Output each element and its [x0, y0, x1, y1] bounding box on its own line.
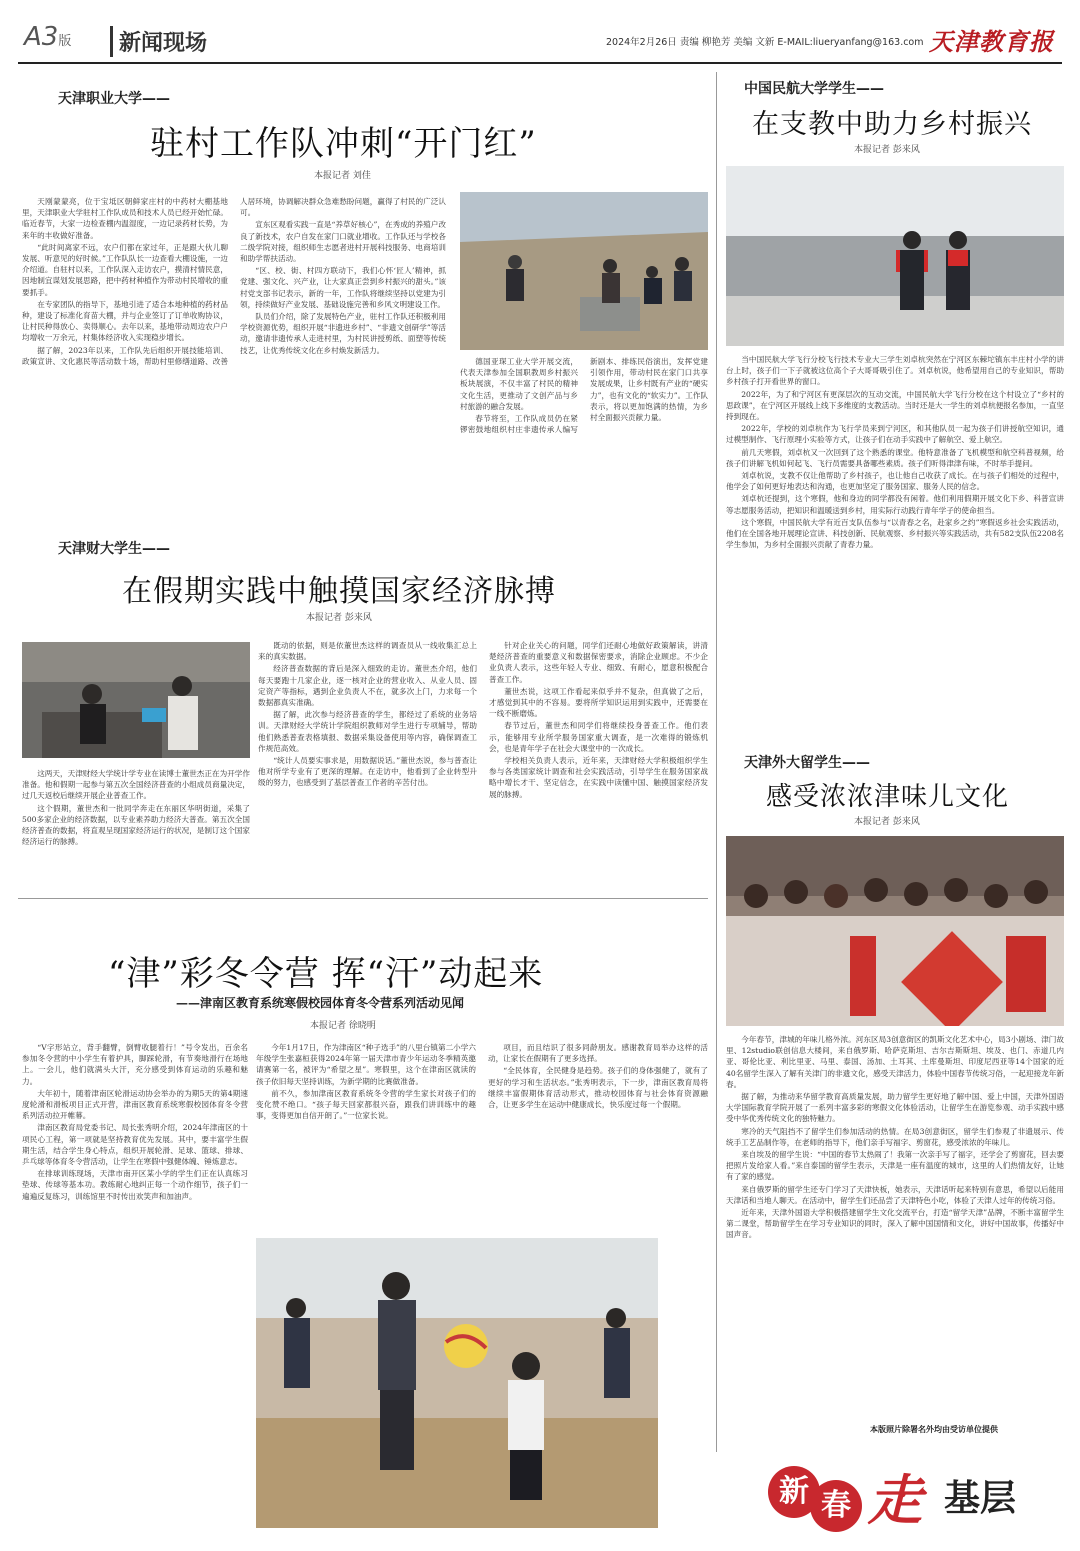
photo-credit-note: 本版照片除署名外均由受访单位提供	[870, 1424, 998, 1434]
article4-byline: 本报记者 彭来风	[854, 145, 920, 155]
article1-body-continued: 德国亚琛工业大学开展交流，代表天津参加全国职教周乡村振兴板块展演，不仅丰富了村民的精神文化生活，更推动了文创产品与乡村旅游的融合发展。 春节将至，工作队成员仍在紧锣密鼓地组织村庄非遗传承人编写新剧本、排练民俗演出，发挥党建引领作用，带动村民在家门口共享发展成果，让乡村既有产业的“硬实力”，也有文化的“软实力”。工作队表示，将以更加饱满的热情，为乡村全面振兴贡献力量。	[460, 357, 708, 435]
article1-body: 天刚蒙蒙亮，位于宝坻区朝鲜家庄村的中药材大棚基地里，天津职业大学驻村工作队成员和技术人员已经开始忙碌。临近春节，大家一边检查棚内温湿度，一边记录药材长势，为来年的丰收做好准备。 “此时间离家不远，农户们都在家过年，正是跟大伙儿聊发展、听意见的好时候。”工作队队长一边查看大棚设施，一边介绍道。自驻村以来，工作队深入走访农户，摸清村情民意，因地制宜谋划发展思路，把中药材种植作为带动村民增收的重要抓手。 在专家团队的指导下，基地引进了适合本地种植的药材品种，建设了标准化育苗大棚，并与企业签订了订单收购协议，让村民种得放心、卖得顺心。去年以来，基地带动周边农户户均增收一万余元，村集体经济收入实现稳步增长。 据了解，2023年以来，工作队先后组织开展技能培训、政策宣讲、文化惠民等活动数十场，帮助村里修缮道路、改善人居环境，协调解决群众急难愁盼问题，赢得了村民的广泛认可。 宣东区观看实践一直是“养草好核心”，在秀成的养殖户改良了新技术，农户自发在家门口就业增收。工作队还与学校各二级学院对接，组织师生志愿者进村开展科技服务、电商培训和助学帮扶活动。 “区、校、街、村四方联动下，我们心怀‘匠人’精神，抓党建、强文化、兴产业，让大家真正尝到乡村振兴的甜头。”该村党支部书记表示，新的一年，工作队将继续坚持以党建为引领，持续做好产业发展、基础设施完善和乡风文明建设工作。 队员们介绍，除了发展特色产业，驻村工作队还积极利用学校资源优势，组织开展“非遗进乡村”、“非遗文创研学”等活动，邀请非遗传承人走进村里，为村民讲授剪纸、面塑等传统技艺，让优秀传统文化在乡村焕发新活力。	[22, 197, 446, 366]
article3-body-right: 今年1月17日，作为津南区“种子选手”的八里台镇第二小学六年级学生张嘉桓获得2024年第一届天津市青少年运动冬季精英邀请赛第一名，被评为“希望之星”。寒假里，这个在津南区就读的孩子依旧每天坚持训练，为新学期的比赛做准备。 前不久，参加津南区教育系统冬令营的学生家长对孩子们的变化赞不绝口。“孩子每天回家都很兴奋，跟我们讲训练中的趣事，变得更加自信开朗了。”一位家长说。 项目，而且结识了很多同龄朋友。感谢教育局举办这样的活动，让家长在假期有了更多选择。 “全民体育，全民健身是趋势。孩子们的身体强健了，就有了更好的学习和生活状态。”张秀明表示，下一步，津南区教育局将继续丰富假期体育活动形式，推动校园体育与社会体育资源融合，让更多学生在运动中健康成长，快乐度过每一个假期。	[256, 1043, 708, 1121]
article1-kicker: 天津职业大学——	[58, 91, 170, 107]
badge-big-char: 走	[868, 1468, 922, 1532]
article5-headline: 感受浓浓津味儿文化	[766, 782, 1010, 812]
page-header	[18, 18, 1062, 64]
article4-body: 当中国民航大学飞行分校飞行技术专业大三学生刘卓杭突然在宁河区东棘坨镇东丰庄村小学的讲台上时，孩子们一下子就被这位高个子大哥哥吸引住了。刘卓杭说，他希望用自己的专业知识，帮助乡村孩子打开看世界的窗口。 2022年，为了和宁河区有更深层次的互动交流，中国民航大学飞行分校在这个村设立了“乡村的思政课”，在宁河区开展线上线下多维度的支教活动。当时还是大一学生的刘卓杭便报名参加，一直坚持到现在。 2022年，学校的刘卓杭作为飞行学员来到宁河区，和其他队员一起为孩子们讲授航空知识，通过模型制作、飞行原理小实验等方式，让孩子们在动手实践中了解航空、爱上航空。 前几天寒假，刘卓杭又一次回到了这个熟悉的课堂。他特意准备了飞机模型和航空科普视频，给孩子们讲解飞机如何起飞、飞行员需要具备哪些素质。孩子们听得津津有味，不时举手提问。 刘卓杭说，支教不仅让他帮助了乡村孩子，也让他自己收获了成长。在与孩子们相处的过程中，他学会了如何更好地表达和沟通，也更加坚定了服务国家、服务人民的信念。 刘卓杭还提到，这个寒假，他和身边的同学都没有闲着。他们利用假期开展文化下乡、科普宣讲等志愿服务活动，把知识和温暖送到乡村，用实际行动践行青年学子的使命担当。 这个寒假，中国民航大学有近百支队伍参与“以青春之名，赴家乡之约”寒假返乡社会实践活动，他们在全国各地开展理论宣讲、科技创新、民航观察、乡村振兴等实践活动，共有582支队伍2208名学生参加，为乡村全面振兴贡献了青春力量。	[726, 355, 1064, 550]
article4-kicker: 中国民航大学学生——	[744, 81, 884, 97]
article3-body-left: “V字形站立，背手翻臂，倒臂收腿着行！”号令发出，百余名参加冬令营的中小学生有着护具，脚踩轮滑，有节奏地滑行在场地上。一会儿，他们就满头大汗，充分感受到体育运动的乐趣和魅力。 大年初十，随着津南区轮滑运动协会举办的为期5天的第4期速度轮滑和滑板项目正式开营，津南区教育系统寒假校园体育冬令营系列活动拉开帷幕。 津南区教育局党委书记、局长张秀明介绍，2024年津南区的十项民心工程，第一项就是坚持教育优先发展。其中，要丰富学生假期生活，结合学生身心特点，组织开展轮滑、足球、篮球、排球、乒乓球等体育冬令营活动，让学生在寒假中强健体魄、锤炼意志。 在排球训练现场，天津市南开区某小学的学生们正在认真练习垫球、传球等基本功。教练耐心地纠正每一个动作细节，孩子们一遍遍反复练习，训练馆里不时传出欢笑声和加油声。	[22, 1043, 248, 1201]
article2-kicker: 天津财大学生——	[58, 541, 170, 557]
new-year-badge	[768, 1458, 1064, 1538]
page-number: A3版	[24, 22, 72, 52]
issue-meta: 2024年2月26日 责编 柳艳芳 美编 文新 E-MAIL:liueryanfang@163.com	[606, 37, 924, 48]
section-title: 新闻现场	[110, 26, 207, 57]
article3-photo-volleyball	[256, 1238, 658, 1528]
badge-char-2: 春	[810, 1480, 862, 1532]
article4-photo-teaching	[726, 166, 1064, 346]
article4-headline: 在支教中助力乡村振兴	[752, 109, 1032, 140]
article3-byline: 本报记者 徐晓明	[310, 1021, 376, 1031]
article2-byline: 本报记者 彭来风	[306, 613, 372, 623]
article2-photo-survey	[22, 642, 250, 758]
article3-subtitle: ——津南区教育系统寒假校园体育冬令营系列活动见闻	[176, 996, 465, 1010]
article5-byline: 本报记者 彭来风	[854, 817, 920, 827]
article2-body-left: 这两天，天津财经大学统计学专业在读博士董世杰正在为开学作准备。他和假期一起参与第五次全国经济普查的小组成员商量决定，过几天返校后继续开展企业普查工作。 这个假期，董世杰和一批同学奔走在东丽区华明街道，采集了500多家企业的经济数据，以专业素养助力经济大普查。第五次全国经济普查的数据，将直观呈现国家经济运行的状况，是制订这个国家经济运行的脉搏。	[22, 769, 250, 847]
article5-photo-calligraphy	[726, 836, 1064, 1026]
article1-photo-fieldwork	[460, 192, 708, 350]
article5-body: 今年春节，津城的年味儿格外浓。河东区局3创意街区的凯斯文化艺术中心，局3小剧场、津门故里、12studio联创信息大楼间，来自俄罗斯、哈萨克斯坦、吉尔吉斯斯坦、埃及、也门、赤道几内亚、哥伦比亚、利比里亚、马里、泰国、汤加、土耳其、土库曼斯坦、印度尼西亚等14个国家的近40名留学生深入了解有关津门的非遗文化，感受天津活力，体验中国春节传统习俗，一起迎接龙年新春。 据了解，为推动来华留学教育高质量发展，助力留学生更好地了解中国、爱上中国，天津外国语大学国际教育学院开展了一系列丰富多彩的寒假文化体验活动，让留学生在游览参观、动手实践中感受中华优秀传统文化的独特魅力。 寒冷的天气阻挡不了留学生们参加活动的热情。在局3创意街区，留学生们参观了非遗展示、传统手工艺品制作等，在老师的指导下，他们亲手写福字、剪窗花，感受浓浓的年味儿。 来自埃及的留学生说：“中国的春节太热闹了！我第一次亲手写了福字，还学会了剪窗花，回去要把照片发给家人看。”来自泰国的留学生表示，天津是一座有温度的城市，这里的人们热情友好，让她有了家的感觉。 来自俄罗斯的留学生还专门学习了天津快板，她表示，天津话听起来特别有意思，希望以后能用天津话和当地人聊天。在活动中，留学生们还品尝了天津特色小吃，体验了天津人过年的传统习俗。 近年来，天津外国语大学积极搭建留学生文化交流平台，打造“留学天津”品牌，不断丰富留学生第二课堂，帮助留学生在学习专业知识的同时，深入了解中国国情和文化，讲好中国故事，传播好中国声音。	[726, 1035, 1064, 1240]
column-divider	[716, 72, 717, 1452]
badge-text: 基层	[944, 1478, 1017, 1519]
article2-headline: 在假期实践中触摸国家经济脉搏	[122, 574, 556, 609]
article3-headline: “津”彩冬令营 挥“汗”动起来	[108, 954, 544, 994]
article5-kicker: 天津外大留学生——	[744, 755, 870, 771]
badge-char-1: 新	[768, 1466, 820, 1518]
article1-headline: 驻村工作队冲刺“开门红”	[150, 124, 537, 164]
article2-body-right: 既动的依据，则是依董世杰这样的调查员从一线收集汇总上来的真实数据。 经济普查数据的背后是深入细致的走访。董世杰介绍，他们每天要跑十几家企业，逐一核对企业的营业收入、从业人员、固定资产等指标，遇到企业负责人不在，就多次上门，力求每一个数据都真实准确。 据了解，此次参与经济普查的学生，都经过了系统的业务培训。天津财经大学统计学院组织教师对学生进行专项辅导，帮助他们熟悉普查表格填报、数据采集设备使用等内容，确保调查工作规范高效。 “统计人员要实事求是，用数据说话。”董世杰说，参与普查让他对所学专业有了更深的理解。在走访中，他看到了企业转型升级的努力，也感受到了基层普查工作者的辛苦付出。 针对企业关心的问题，同学们还耐心地做好政策解读，讲清楚经济普查的重要意义和数据保密要求，消除企业顾虑。不少企业负责人表示，这些年轻人专业、细致、有耐心，愿意积极配合普查工作。 董世杰说，这项工作看起来似乎并不复杂，但真做了之后，才感觉到其中的不容易。要将所学知识运用到实践中，还需要在一线不断磨炼。 春节过后，董世杰和同学们将继续投身普查工作。他们表示，能够用专业所学服务国家重大调查，是一次难得的锻炼机会，也是青年学子在社会大课堂中的一次成长。 学校相关负责人表示，近年来，天津财经大学积极组织学生参与各类国家统计调查和社会实践活动，引导学生在服务国家战略中增长才干、坚定信念，在实践中读懂中国、触摸国家经济发展的脉搏。	[258, 641, 708, 799]
newspaper-logo: 天津教育报	[929, 27, 1054, 56]
article1-byline: 本报记者 刘佳	[314, 171, 371, 181]
